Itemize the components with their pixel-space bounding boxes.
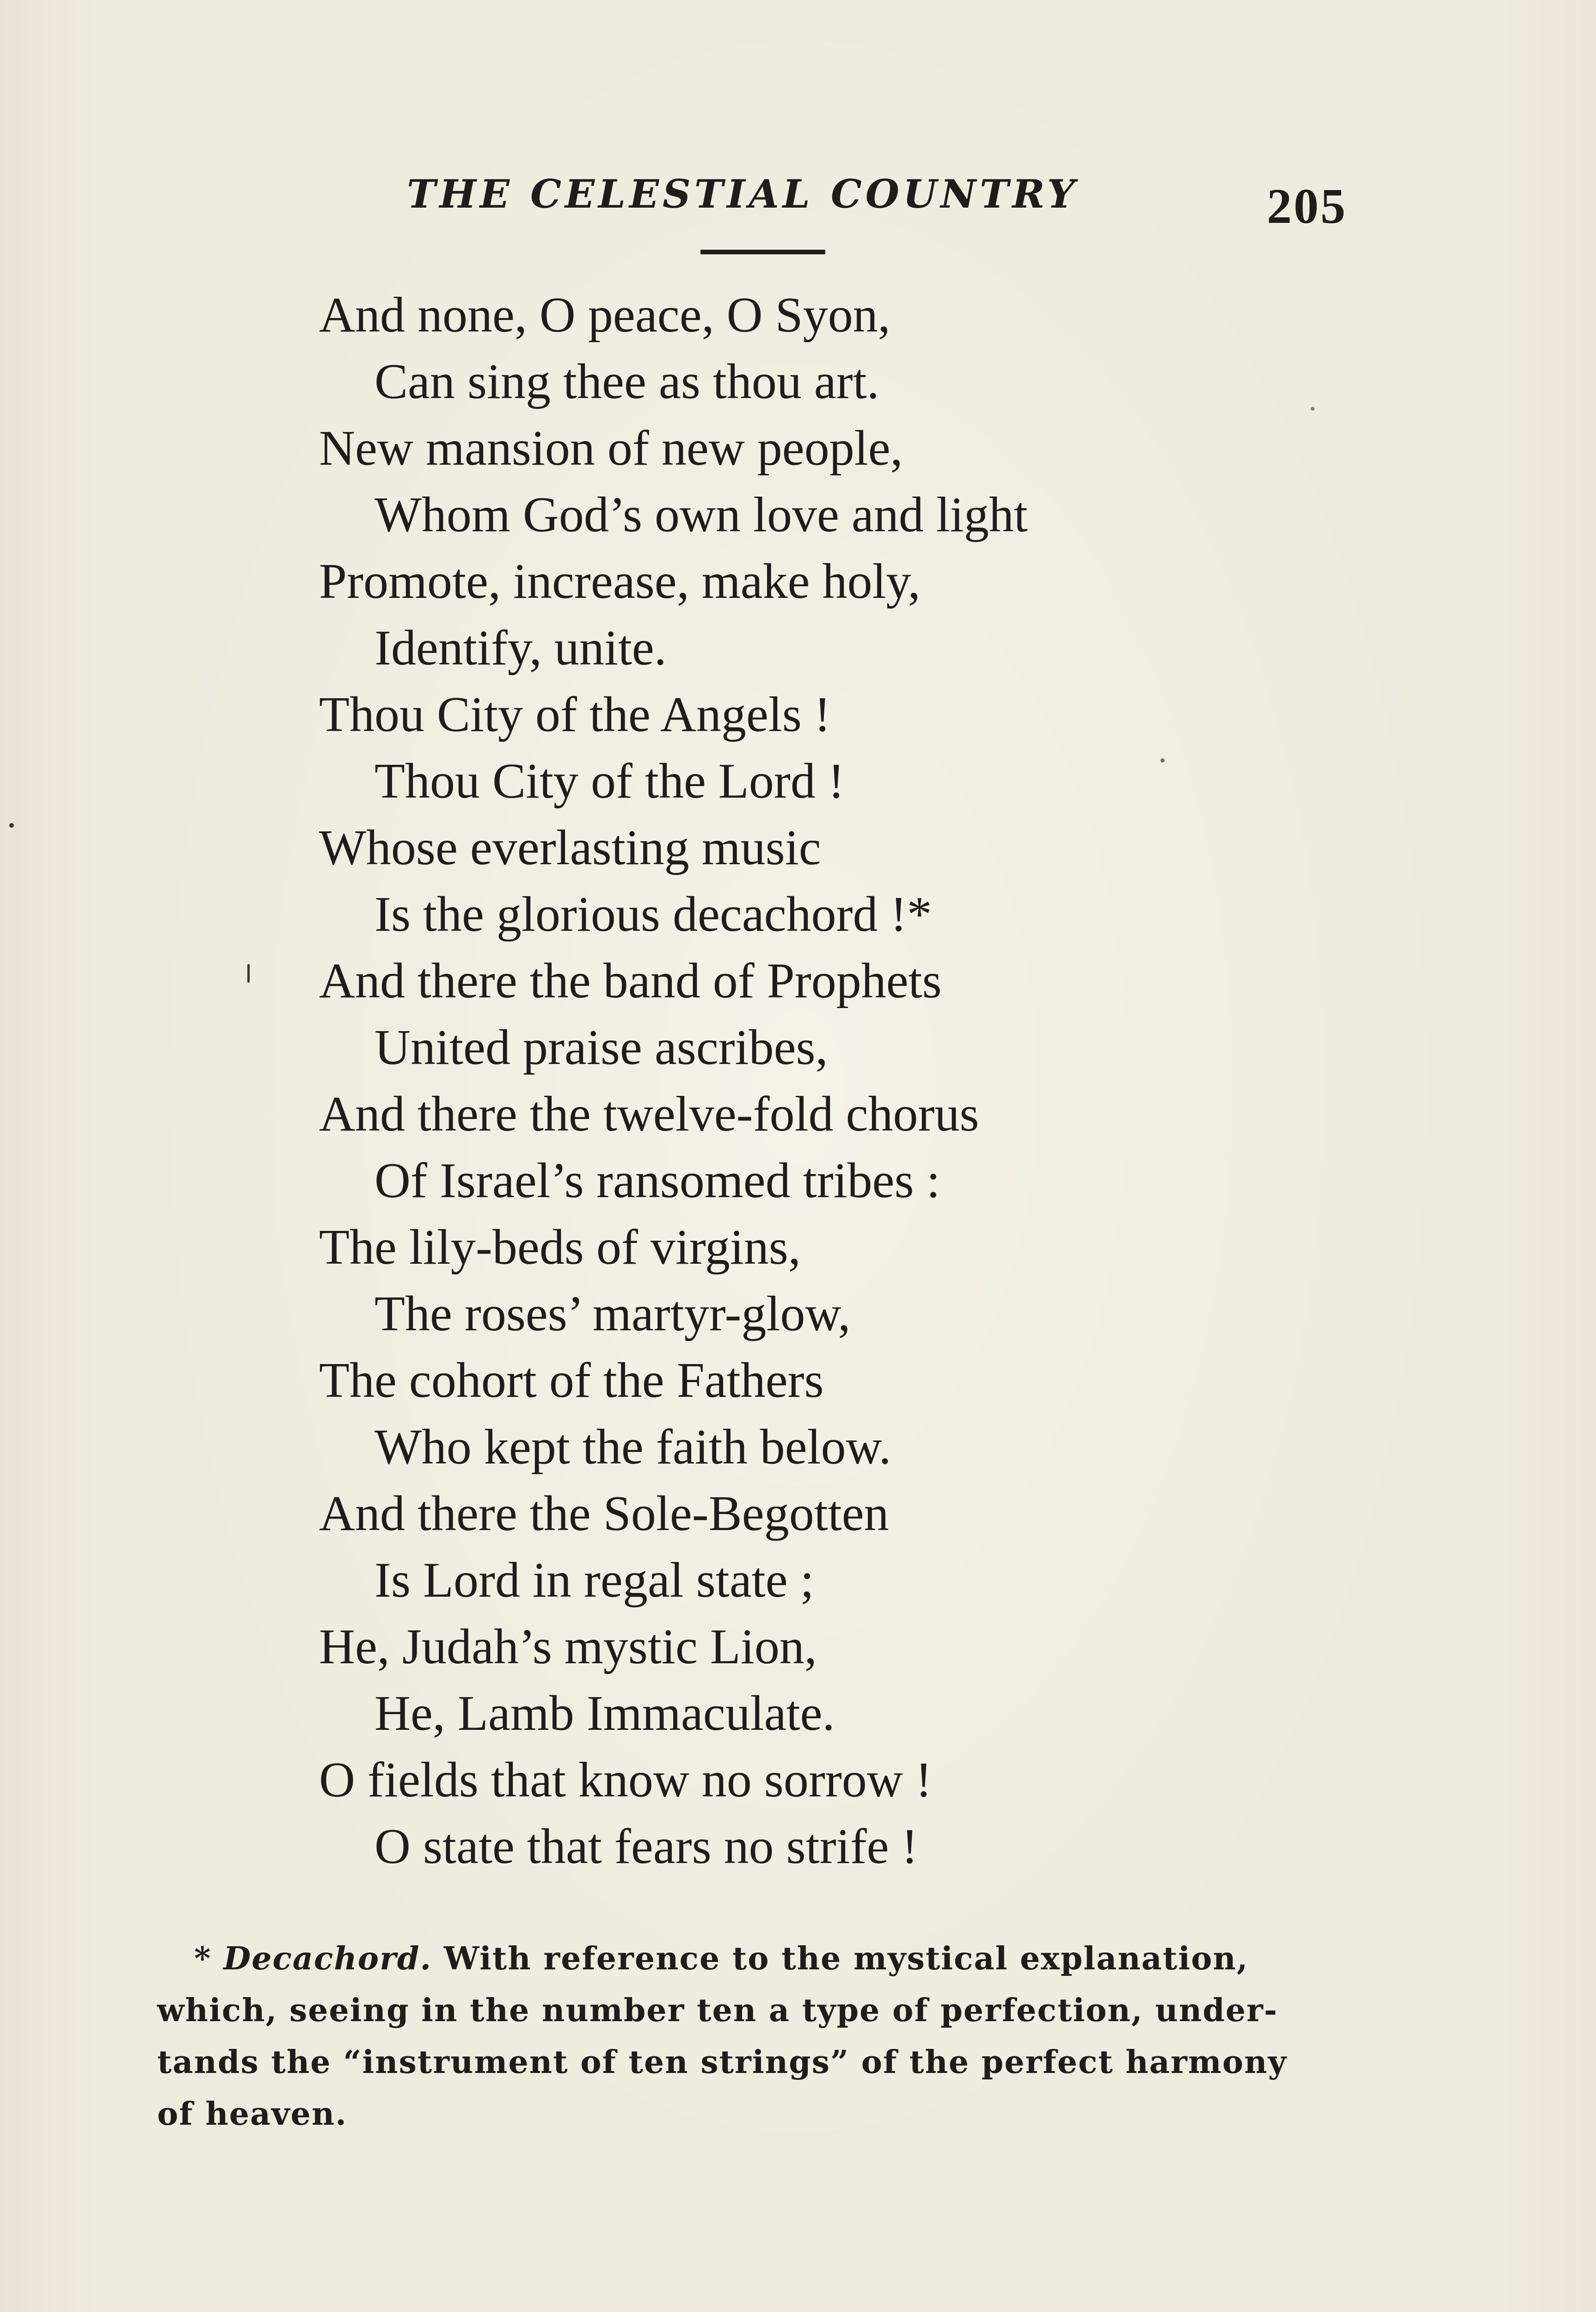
footnote-line: which, seeing in the number ten a type of perfection, under-	[157, 1992, 1278, 2029]
footnote-line	[157, 1933, 1350, 1985]
poem-line: Is Lord in regal state ;	[374, 1553, 814, 1608]
poem-line: Of Israel’s ransomed tribes :	[374, 1153, 940, 1208]
poem-line: Can sing thee as thou art.	[374, 354, 879, 409]
poem-line: New mansion of new people,	[319, 421, 903, 476]
paper-speck	[1160, 758, 1165, 762]
poem-line: He, Lamb Immaculate.	[374, 1686, 835, 1741]
running-title: THE CELESTIAL COUNTRY	[407, 171, 1079, 217]
poem-line: Whose everlasting music	[319, 820, 821, 875]
paper-speck	[9, 823, 14, 828]
paper-speck	[247, 964, 250, 983]
poem-line: United praise ascribes,	[374, 1020, 828, 1075]
footnote-term: Decachord.	[223, 1940, 432, 1977]
poem-line: And there the Sole-Begotten	[319, 1486, 889, 1541]
footnote-text: With reference to the mystical explanation,	[443, 1940, 1249, 1977]
poem-line: Thou City of the Lord !	[374, 754, 845, 809]
poem-line: The roses’ martyr-glow,	[374, 1286, 851, 1341]
poem-line: The cohort of the Fathers	[319, 1353, 824, 1408]
poem-line: Who kept the faith below.	[374, 1420, 891, 1475]
title-rule	[700, 250, 825, 254]
poem-line: And none, O peace, O Syon,	[319, 288, 890, 343]
poem-body	[319, 282, 1336, 1880]
poem-line: And there the twelve-fold chorus	[319, 1087, 979, 1142]
poem-line: Promote, increase, make holy,	[319, 554, 921, 609]
footnote-line: of heaven.	[157, 2096, 347, 2133]
poem-line: And there the band of Prophets	[319, 953, 942, 1008]
footnote-line: tands the “instrument of ten strings” of the perfect harmony	[157, 2044, 1288, 2081]
poem-line: The lily-beds of virgins,	[319, 1220, 801, 1275]
poem-line: Is the glorious decachord !*	[374, 887, 932, 942]
poem-line: O state that fears no strife !	[374, 1819, 918, 1874]
poem-line: O fields that know no sorrow !	[319, 1752, 932, 1808]
poem-line: Whom God’s own love and light	[374, 487, 1028, 542]
footnote-marker: *	[194, 1940, 212, 1977]
footnote	[157, 1933, 1350, 2140]
poem-line: He, Judah’s mystic Lion,	[319, 1619, 817, 1674]
paper-speck	[1311, 407, 1314, 411]
poem-line: Identify, unite.	[374, 621, 667, 676]
page-number: 205	[1267, 179, 1347, 234]
poem-line: Thou City of the Angels !	[319, 687, 831, 742]
